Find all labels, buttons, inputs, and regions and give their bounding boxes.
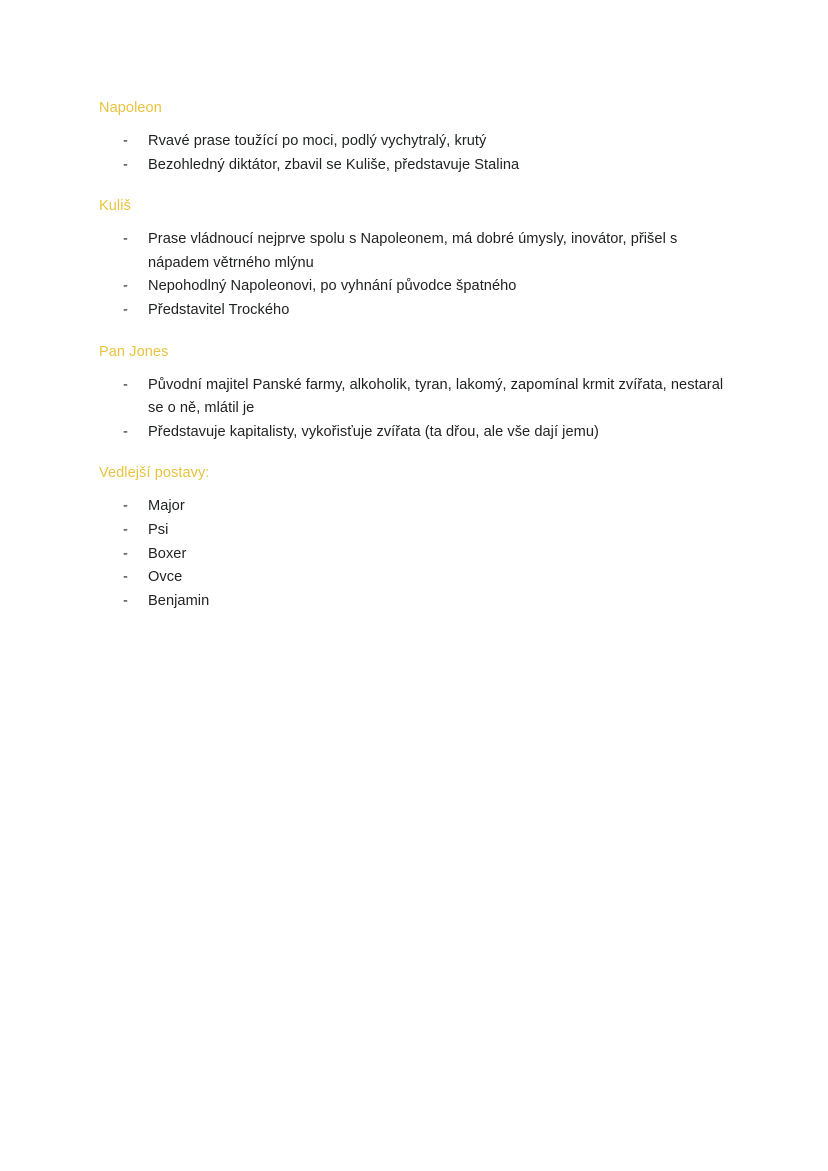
section-pan-jones: [99, 342, 724, 445]
list-item-text: Představuje kapitalisty, vykořisťuje zvířata (ta dřou, ale vše dají jemu): [148, 423, 599, 440]
section-vedlejsi-postavy: [99, 463, 724, 613]
bullet-dash-icon: -: [123, 569, 128, 586]
section-heading: Kuliš: [99, 198, 131, 215]
list-item-text: Psi: [148, 521, 169, 538]
list-item-text: Boxer: [148, 545, 187, 562]
bullet-list: [99, 130, 724, 177]
list-item-text: Představitel Trockého: [148, 301, 290, 318]
list-item-text: Prase vládnoucí nejprve spolu s Napoleonem, má dobré úmysly, inovátor, přišel s nápadem větrného mlýnu: [148, 231, 678, 271]
list-item: [99, 566, 724, 590]
bullet-list: [99, 228, 724, 322]
list-item-text: Původní majitel Panské farmy, alkoholik, tyran, lakomý, zapomínal krmit zvířata, nestaral se o ně, mlátil je: [148, 376, 724, 417]
list-item: [99, 275, 724, 299]
bullet-dash-icon: -: [123, 231, 128, 248]
list-item-text: Rvavé prase toužící po moci, podlý vychytralý, krutý: [148, 133, 487, 149]
document-body: [99, 98, 724, 613]
bullet-dash-icon: -: [123, 592, 128, 609]
list-item: [99, 374, 724, 421]
bullet-list: [99, 374, 724, 445]
list-item: [99, 228, 724, 275]
list-item-text: Benjamin: [148, 592, 210, 609]
bullet-list: [99, 495, 724, 613]
section-kulis: [99, 196, 724, 322]
list-item: [99, 590, 724, 614]
bullet-dash-icon: -: [123, 301, 128, 318]
list-item: [99, 421, 724, 445]
bullet-dash-icon: -: [123, 376, 128, 393]
section-heading: Vedlejší postavy:: [99, 465, 210, 482]
list-item: [99, 299, 724, 323]
list-item-text: Major: [148, 498, 185, 515]
list-item: [99, 543, 724, 567]
section-napoleon: [99, 98, 724, 177]
section-heading: Napoleon: [99, 100, 162, 116]
list-item: [99, 519, 724, 543]
list-item: [99, 495, 724, 519]
list-item-text: Bezohledný diktátor, zbavil se Kuliše, představuje Stalina: [148, 156, 520, 173]
list-item-text: Ovce: [148, 569, 183, 586]
list-item: [99, 154, 724, 178]
bullet-dash-icon: -: [123, 423, 128, 440]
bullet-dash-icon: -: [123, 156, 128, 173]
bullet-dash-icon: -: [123, 278, 128, 295]
section-heading: Pan Jones: [99, 343, 169, 360]
bullet-dash-icon: -: [123, 133, 128, 149]
bullet-dash-icon: -: [123, 498, 128, 515]
list-item-text: Nepohodlný Napoleonovi, po vyhnání původce špatného: [148, 278, 517, 295]
list-item: [99, 130, 724, 154]
bullet-dash-icon: -: [123, 545, 128, 562]
bullet-dash-icon: -: [123, 521, 128, 538]
